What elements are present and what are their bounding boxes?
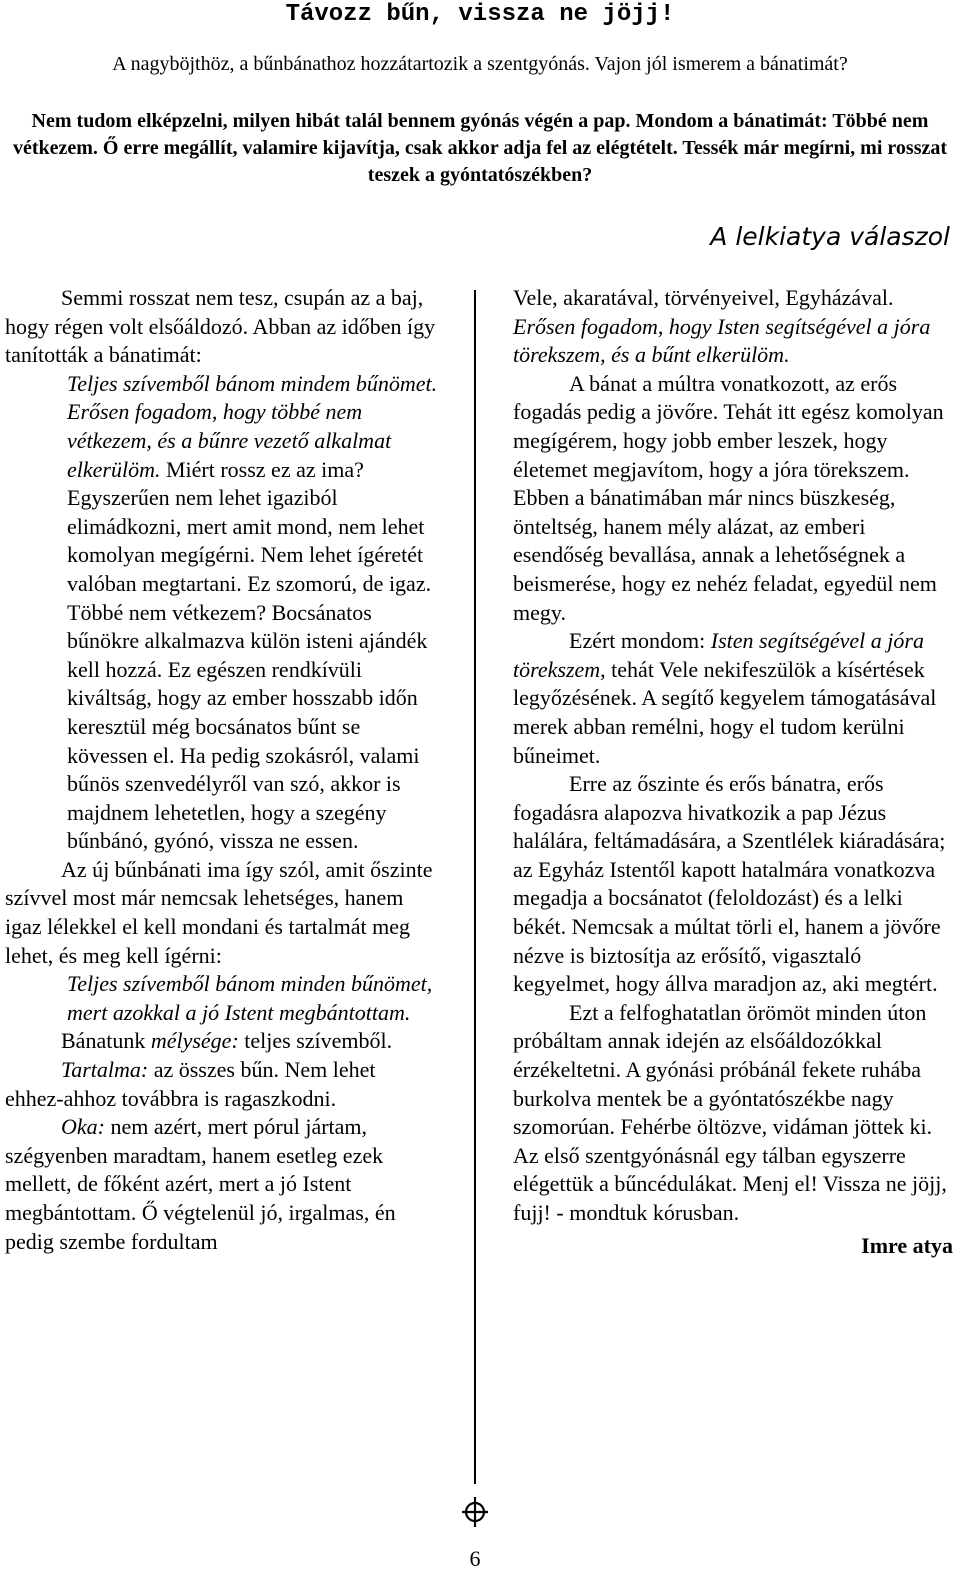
right-paragraph-3 bbox=[513, 627, 953, 770]
content-post: az összes bűn. Nem lehet ehhez-ahhoz továbbra is ragaszkodni. bbox=[5, 1057, 376, 1111]
depth-label: mélysége: bbox=[150, 1028, 239, 1054]
content-label: Tartalma: bbox=[61, 1057, 149, 1083]
right-p1-pre: Vele, akaratával, törvényeivel, Egyházával. bbox=[513, 285, 894, 310]
intro-line: A nagyböjthöz, a bűnbánathoz hozzátartozik a szentgyónás. Vajon jól ismerem a bánatimát? bbox=[112, 53, 848, 75]
right-paragraph-2: A bánat a múltra vonatkozott, az erős fogadás pedig a jövőre. Tehát itt egész komolyan megígérem, hogy jobb ember leszek, hogy életemet megjavítom, hogy a jóra törekszem. Ebben a bánatimában már nincs büszkeség, önteltség, hanem mély alázat, az emberi esendőség bevallása, annak a lehetőségnek a beismerése, hogy ez nehéz feladat, egyedül nem megy. bbox=[513, 370, 944, 625]
left-column bbox=[5, 284, 438, 1256]
old-prayer bbox=[5, 370, 438, 856]
cross-circle-icon bbox=[459, 1496, 491, 1528]
new-prayer bbox=[5, 970, 438, 1027]
column-divider bbox=[474, 290, 476, 1484]
right-p1-em: Erősen fogadom, hogy Isten segítségével a jóra törekszem, és a bűnt elkerülöm. bbox=[513, 313, 931, 368]
left-paragraph-3 bbox=[5, 1027, 438, 1056]
right-paragraph-5: Ezt a felfoghatatlan örömöt minden úton próbáltam annak idején az elsőáldozókkal érzékeltetni. A gyónási próbánál fekete ruhába burkolva mentek be a gyóntatószékbe nagy szomorúan. Fehérbe öltözve, vidáman jöttek ki. Az első szentgyónásnál egy tálban egyszerre elégettük a bűncédulákat. Menj el! Vissza ne jöjj, fujj! - mondtuk kórusban. bbox=[513, 999, 947, 1225]
left-p1b: Miért rossz ez az ima? Egyszerűen nem lehet igaziból elimádkozni, mert amit mond, nem lehet komolyan megígérni. Nem lehet ígéretét valóban megtartani. Ez szomorú, de igaz. Többé nem vétkezem? Bocsánatos bűnökre alkalmazva külön isteni ajándék kell hozzá. Ez egészen rendkívüli kiváltság, hogy az ember hosszabb időn keresztül még bocsánatos bűnt se kövessen el. Ha pedig szokásról, valami bűnös szenvedélyről van szó, akkor is majdnem lehetetlen, hogy a szegény bűnbánó, gyónó, vissza ne essen. bbox=[67, 456, 432, 854]
depth-pre: Bánatunk bbox=[61, 1028, 151, 1054]
left-paragraph-2: Az új bűnbánati ima így szól, amit őszinte szívvel most már nemcsak lehetséges, hanem igaz lélekkel el kell mondani és tartalmát meg lehet, és meg kell ígérni: bbox=[5, 856, 433, 968]
page-number: 6 bbox=[469, 1546, 481, 1571]
reader-question: Nem tudom elképzelni, milyen hibát talál bennem gyónás végén a pap. Mondom a bánatimát: Többé nem vétkezem. Ő erre megállít, valamire kijavítja, csak akkor adja fel az elégtételt. Tessék már megírni, mi rosszat teszek a gyóntatószékben? bbox=[12, 110, 948, 186]
left-p1a: Semmi rosszat nem tesz, csupán az a baj, hogy régen volt elsőáldozó. Abban az időben így tanították a bánatimát: bbox=[5, 285, 436, 368]
right-p3-post: tehát Vele nekifeszülök a kísértések legyőzésének. A segítő kegyelem támogatásával merek abban remélni, hogy el tudom kerülni bűneimet. bbox=[513, 656, 937, 768]
page-title: Távozz bűn, vissza ne jöjj! bbox=[285, 1, 675, 28]
answer-heading: A lelkiatya válaszol bbox=[710, 222, 950, 251]
depth-post: teljes szívemből. bbox=[238, 1028, 393, 1054]
reason-label: Oka: bbox=[61, 1114, 105, 1140]
right-column bbox=[513, 284, 953, 1260]
signature: Imre atya bbox=[861, 1232, 953, 1258]
left-paragraph-1 bbox=[5, 284, 438, 370]
right-paragraph-4: Erre az őszinte és erős bánatra, erős fogadásra alapozva hivatkozik a pap Jézus halálára, feltámadására, a Szentlélek kiáradására; az Egyház Istentől kapott hatalmára vonatkozva megadja a bocsánatot (feloldozást) és a lelki békét. Nemcsak a múltat törli el, hanem a jövőre nézve is biztosítja az erősítő, vigasztaló kegyelmet, hogy állva maradjon az, aki megtért. bbox=[513, 771, 946, 997]
left-paragraph-5 bbox=[5, 1113, 438, 1256]
right-paragraph-1 bbox=[513, 284, 953, 370]
left-paragraph-4 bbox=[5, 1056, 438, 1113]
old-prayer-text: Teljes szívemből bánom mindem bűnömet. Erősen fogadom, hogy többé nem vétkezem, és a bűnre vezető alkalmat elkerülöm. bbox=[67, 370, 438, 482]
reason-post: nem azért, mert pórul jártam, szégyenben maradtam, hanem esetleg ezek mellett, de főként azért, mert a jó Istent megbántottam. Ő végtelenül jó, irgalmas, én pedig szembe fordultam bbox=[5, 1114, 396, 1254]
right-p3-pre: Ezért mondom: bbox=[569, 628, 711, 654]
new-prayer-text: Teljes szívemből bánom minden bűnömet, mert azokkal a jó Istent megbántottam. bbox=[67, 971, 433, 1025]
right-p3-em: Isten segítségével a jóra törekszem, bbox=[513, 628, 924, 682]
